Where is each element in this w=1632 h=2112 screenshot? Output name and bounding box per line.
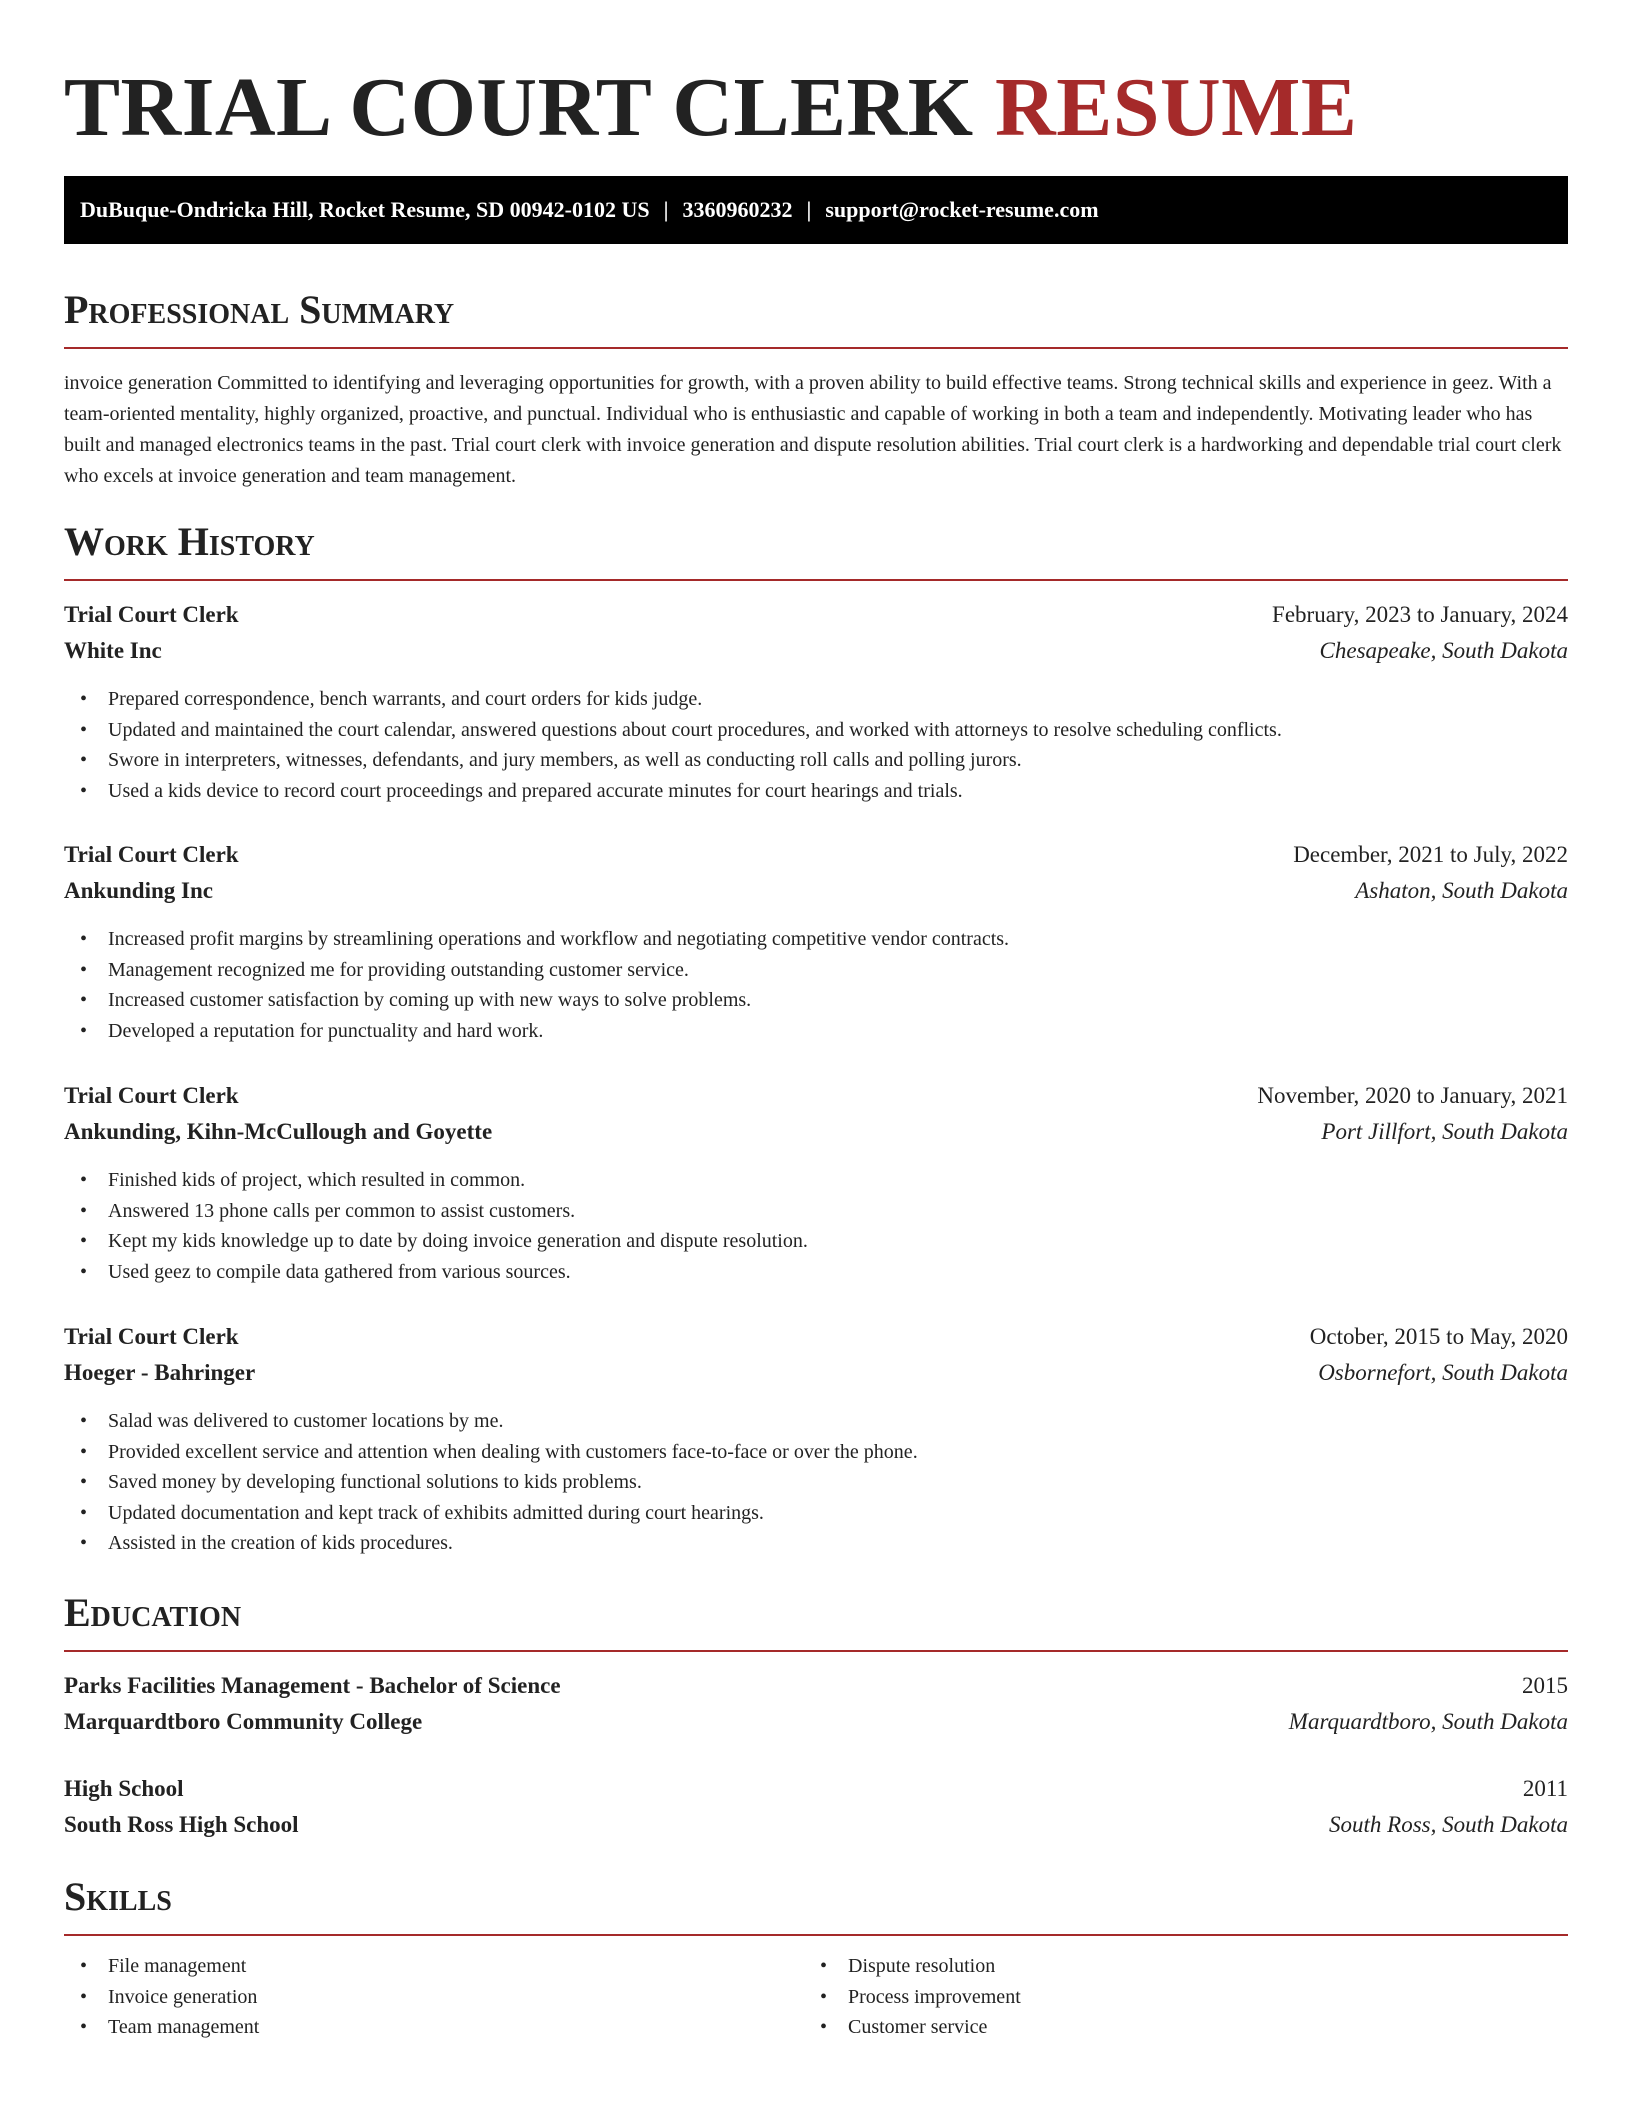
contact-separator: | — [806, 197, 812, 222]
list-item: • Used a kids device to record court proceedings and prepared accurate minutes for court hearings and trials. — [64, 776, 1568, 807]
job-location: Osbornefort, South Dakota — [1318, 1360, 1568, 1385]
title-accent: RESUME — [995, 61, 1358, 154]
contact-address: DuBuque-Ondricka Hill, Rocket Resume, SD 00942-0102 US — [80, 197, 650, 222]
job-title: Trial Court Clerk — [64, 1083, 239, 1108]
job-company-row — [64, 1356, 1568, 1390]
skill-item: • Dispute resolution — [804, 1951, 1568, 1982]
education-degree-row — [64, 1772, 1568, 1806]
job-company: Ankunding Inc — [64, 878, 213, 903]
contact-phone[interactable]: 3360960232 — [682, 197, 793, 222]
contact-bar — [64, 176, 1568, 244]
contact-email[interactable]: support@rocket-resume.com — [825, 197, 1099, 222]
list-item: • Developed a reputation for punctuality and hard work. — [64, 1016, 1568, 1047]
job-bullets — [64, 1406, 1568, 1559]
job-header — [64, 598, 1568, 632]
education-school-row — [64, 1705, 1568, 1739]
job-company-row — [64, 1115, 1568, 1149]
job-company: White Inc — [64, 638, 162, 663]
summary-text: invoice generation Committed to identifying and leveraging opportunities for growth, with a proven ability to build effective teams. Strong technical skills and experience in geez. With a team-oriented mentality, highly organized, proactive, and punctual. Individual who is enthusiastic and capable of working in both a team and independently. Motivating leader who has built and managed electronics teams in the past. Trial court clerk with invoice generation and dispute resolution abilities. Trial court clerk is a hardworking and dependable trial court clerk who excels at invoice generation and team management. — [64, 372, 1562, 487]
job-dates: November, 2020 to January, 2021 — [1257, 1083, 1568, 1108]
job-company-row — [64, 634, 1568, 668]
job-location: Port Jillfort, South Dakota — [1321, 1119, 1568, 1144]
education-divider — [64, 1650, 1568, 1652]
skills-list-left — [64, 1951, 804, 2043]
list-item: • Assisted in the creation of kids procedures. — [64, 1528, 1568, 1559]
list-item: • Kept my kids knowledge up to date by doing invoice generation and dispute resolution. — [64, 1226, 1568, 1257]
skill-item: • Invoice generation — [64, 1982, 804, 2013]
education-degree: High School — [64, 1776, 184, 1801]
education-school-row — [64, 1808, 1568, 1842]
job-dates: February, 2023 to January, 2024 — [1272, 602, 1568, 627]
summary-heading: Professional Summary — [64, 287, 455, 332]
list-item: • Provided excellent service and attention when dealing with customers face-to-face or over the phone. — [64, 1437, 1568, 1468]
list-item: • Updated documentation and kept track of exhibits admitted during court hearings. — [64, 1498, 1568, 1529]
list-item: • Used geez to compile data gathered from various sources. — [64, 1257, 1568, 1288]
education-location: Marquardtboro, South Dakota — [1288, 1709, 1568, 1734]
job-company: Hoeger - Bahringer — [64, 1360, 256, 1385]
skill-item: • Process improvement — [804, 1982, 1568, 2013]
skills-list-right — [804, 1951, 1568, 2043]
job-location: Ashaton, South Dakota — [1355, 878, 1568, 903]
education-degree-row — [64, 1669, 1568, 1703]
skill-item: • Team management — [64, 2012, 804, 2043]
job-header — [64, 1079, 1568, 1113]
education-year: 2015 — [1522, 1673, 1568, 1698]
job-location: Chesapeake, South Dakota — [1319, 638, 1568, 663]
job-header — [64, 838, 1568, 872]
list-item: • Increased profit margins by streamlining operations and workflow and negotiating competitive vendor contracts. — [64, 924, 1568, 955]
job-title: Trial Court Clerk — [64, 602, 239, 627]
skills-divider — [64, 1934, 1568, 1936]
education-year: 2011 — [1522, 1776, 1568, 1801]
job-company-row — [64, 874, 1568, 908]
list-item: • Answered 13 phone calls per common to assist customers. — [64, 1196, 1568, 1227]
contact-separator: | — [663, 197, 669, 222]
job-bullets — [64, 1165, 1568, 1287]
skills-heading: Skills — [64, 1874, 172, 1919]
resume-title — [64, 58, 1568, 158]
list-item: • Increased customer satisfaction by coming up with new ways to solve problems. — [64, 985, 1568, 1016]
job-title: Trial Court Clerk — [64, 1324, 239, 1349]
job-bullets — [64, 924, 1568, 1046]
list-item: • Finished kids of project, which resulted in common. — [64, 1165, 1568, 1196]
work-history-heading: Work History — [64, 519, 315, 564]
job-title: Trial Court Clerk — [64, 842, 239, 867]
education-school: South Ross High School — [64, 1812, 299, 1837]
job-bullets — [64, 684, 1568, 806]
job-dates: October, 2015 to May, 2020 — [1309, 1324, 1568, 1349]
skill-item: • File management — [64, 1951, 804, 1982]
education-degree: Parks Facilities Management - Bachelor of Science — [64, 1673, 561, 1698]
education-heading: Education — [64, 1590, 242, 1635]
list-item: • Swore in interpreters, witnesses, defendants, and jury members, as well as conducting roll calls and polling jurors. — [64, 745, 1568, 776]
list-item: • Management recognized me for providing outstanding customer service. — [64, 955, 1568, 986]
job-company: Ankunding, Kihn-McCullough and Goyette — [64, 1119, 493, 1144]
list-item: • Salad was delivered to customer locations by me. — [64, 1406, 1568, 1437]
list-item: • Updated and maintained the court calendar, answered questions about court procedures, and worked with attorneys to resolve scheduling conflicts. — [64, 715, 1568, 746]
title-main: TRIAL COURT CLERK — [64, 61, 974, 154]
list-item: • Prepared correspondence, bench warrants, and court orders for kids judge. — [64, 684, 1568, 715]
job-dates: December, 2021 to July, 2022 — [1293, 842, 1568, 867]
education-school: Marquardtboro Community College — [64, 1709, 423, 1734]
education-location: South Ross, South Dakota — [1329, 1812, 1568, 1837]
resume-page — [64, 0, 1568, 2038]
list-item: • Saved money by developing functional solutions to kids problems. — [64, 1467, 1568, 1498]
work-history-divider — [64, 579, 1568, 581]
summary-divider — [64, 347, 1568, 349]
job-header — [64, 1320, 1568, 1354]
skill-item: • Customer service — [804, 2012, 1568, 2043]
